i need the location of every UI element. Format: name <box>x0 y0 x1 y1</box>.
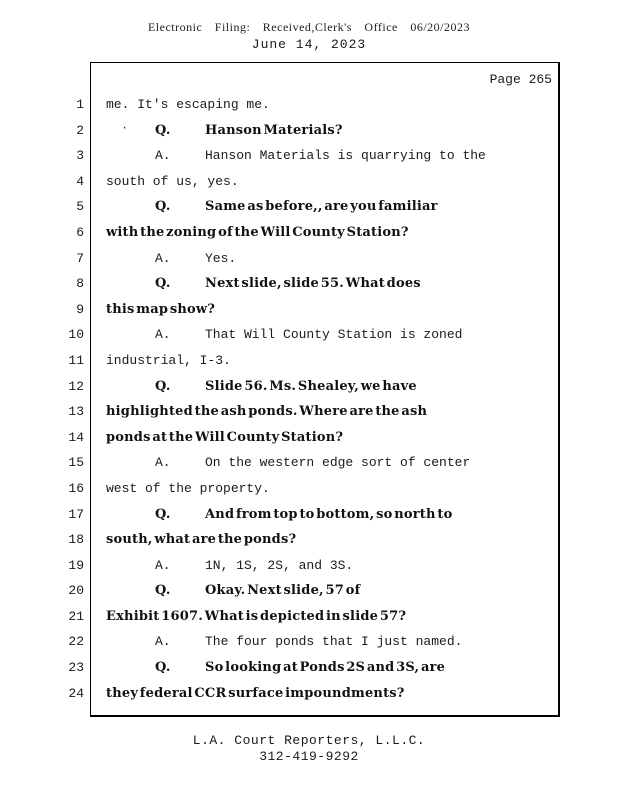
line-text: they federal CCR surface impoundments? <box>106 685 405 701</box>
line-content <box>106 348 231 374</box>
line-number: 10 <box>68 327 84 343</box>
court-reporter-name: L.A. Court Reporters, L.L.C. <box>192 733 426 748</box>
line-content <box>106 450 470 476</box>
qa-prefix: Q. <box>155 660 171 676</box>
line-number: 4 <box>76 173 84 189</box>
transcript-line-row <box>0 322 618 348</box>
line-content <box>106 143 486 169</box>
line-text: south of us, yes. <box>106 173 239 189</box>
transcript-line-row <box>0 297 618 323</box>
line-text: south, what are the ponds? <box>106 532 297 548</box>
transcript-line-row <box>0 502 618 528</box>
line-content <box>106 92 270 118</box>
line-number: 16 <box>68 480 84 496</box>
line-text: Okay. Next slide, 57 of <box>205 583 361 599</box>
line-number: 5 <box>76 199 84 215</box>
line-text: Exhibit 1607. What is depicted in slide 57? <box>106 608 407 624</box>
line-number: 23 <box>68 660 84 676</box>
line-content <box>106 118 343 144</box>
qa-prefix: Q. <box>155 276 171 292</box>
line-content <box>106 553 353 579</box>
line-content <box>106 297 215 323</box>
line-content <box>106 374 417 400</box>
line-text: me. It's escaping me. <box>106 97 270 112</box>
transcript-line-row <box>0 578 618 604</box>
transcript-line-row <box>0 629 618 655</box>
transcript-line-row <box>0 92 618 118</box>
line-text: On the western edge sort of center <box>205 455 471 471</box>
line-text: west of the property. <box>106 480 270 496</box>
transcript-line-row <box>0 271 618 297</box>
transcript-line-row <box>0 553 618 579</box>
line-content <box>106 604 406 630</box>
transcript-line-row <box>0 527 618 553</box>
line-text: Hanson Materials? <box>205 122 343 138</box>
line-number: 19 <box>68 557 84 573</box>
line-number: 12 <box>68 378 84 394</box>
transcript-line-row <box>0 655 618 681</box>
line-content <box>106 681 405 707</box>
line-content <box>106 502 452 528</box>
transcript-line-row <box>0 425 618 451</box>
line-text: Slide 56. Ms. Shealey, we have <box>205 378 417 394</box>
line-text: with the zoning of the Will County Station? <box>106 224 409 240</box>
line-number: 17 <box>68 506 84 522</box>
qa-prefix: A. <box>155 455 171 471</box>
line-content <box>106 246 236 272</box>
qa-prefix: Q. <box>155 506 171 522</box>
transcript-line-row <box>0 169 618 195</box>
transcript-line-row <box>0 348 618 374</box>
line-text: Next slide, slide 55. What does <box>205 276 421 292</box>
line-text: highlighted the ash ponds. Where are the ash <box>106 404 428 420</box>
line-number: 11 <box>68 352 84 368</box>
line-number: 14 <box>68 429 84 445</box>
line-text: Yes. <box>205 250 237 266</box>
line-number: 20 <box>68 583 84 599</box>
line-content <box>106 322 462 348</box>
line-number: 3 <box>76 148 84 164</box>
line-mark: · <box>121 120 129 135</box>
transcript-line-row <box>0 118 618 144</box>
transcript-line-row <box>0 604 618 630</box>
transcript-line-row <box>0 246 618 272</box>
line-number: 18 <box>68 532 84 548</box>
line-number: 9 <box>76 301 84 317</box>
line-number: 7 <box>76 250 84 266</box>
line-text: Same as before,, are you familiar <box>205 199 438 215</box>
line-number: 24 <box>68 685 84 701</box>
line-content <box>106 629 462 655</box>
qa-prefix: A. <box>155 634 171 650</box>
line-text: industrial, I-3. <box>106 352 231 368</box>
qa-prefix: A. <box>155 250 171 266</box>
qa-prefix: Q. <box>155 199 171 215</box>
line-text: this map show? <box>106 301 216 317</box>
transcript-line-row <box>0 143 618 169</box>
qa-prefix: A. <box>155 148 171 164</box>
line-text: So looking at Ponds 2S and 3S, are <box>205 660 446 676</box>
line-text: And from top to bottom, so north to <box>205 506 453 522</box>
line-text: 1N, 1S, 2S, and 3S. <box>205 557 354 573</box>
line-content <box>106 578 360 604</box>
line-number: 1 <box>76 97 84 112</box>
line-text: That Will County Station is zoned <box>205 327 463 343</box>
qa-prefix: Q. <box>155 378 171 394</box>
line-content <box>106 194 438 220</box>
transcript-line-row <box>0 476 618 502</box>
line-content <box>106 220 409 246</box>
line-number: 15 <box>68 455 84 471</box>
line-number: 8 <box>76 276 84 292</box>
qa-prefix: A. <box>155 327 171 343</box>
transcript-line-row <box>0 681 618 707</box>
transcript-line-row <box>0 194 618 220</box>
transcript-line-row <box>0 450 618 476</box>
transcript-line-row <box>0 374 618 400</box>
line-number: 22 <box>68 634 84 650</box>
line-content <box>106 476 270 502</box>
transcript-line-row <box>0 220 618 246</box>
line-content <box>106 527 296 553</box>
page-number-label: Page 265 <box>489 72 552 87</box>
qa-prefix: Q. <box>155 122 171 138</box>
line-text: Hanson Materials is quarrying to the <box>205 148 486 164</box>
line-number: 21 <box>68 608 84 624</box>
court-reporter-phone: 312-419-9292 <box>259 749 359 764</box>
line-content <box>106 271 421 297</box>
line-text: ponds at the Will County Station? <box>106 429 344 445</box>
line-number: 6 <box>76 224 84 240</box>
qa-prefix: Q. <box>155 583 171 599</box>
line-content <box>106 399 427 425</box>
line-content <box>106 425 343 451</box>
line-content <box>106 169 239 195</box>
transcript-lines <box>0 92 618 706</box>
line-text: The four ponds that I just named. <box>205 634 463 650</box>
line-content <box>106 655 445 681</box>
qa-prefix: A. <box>155 557 171 573</box>
line-number: 2 <box>76 122 84 138</box>
line-number: 13 <box>68 404 84 420</box>
deposition-date: June 14, 2023 <box>251 37 367 52</box>
transcript-line-row <box>0 399 618 425</box>
efiling-stamp: Electronic Filing: Received,Clerk's Office 06/20/2023 <box>147 20 471 34</box>
